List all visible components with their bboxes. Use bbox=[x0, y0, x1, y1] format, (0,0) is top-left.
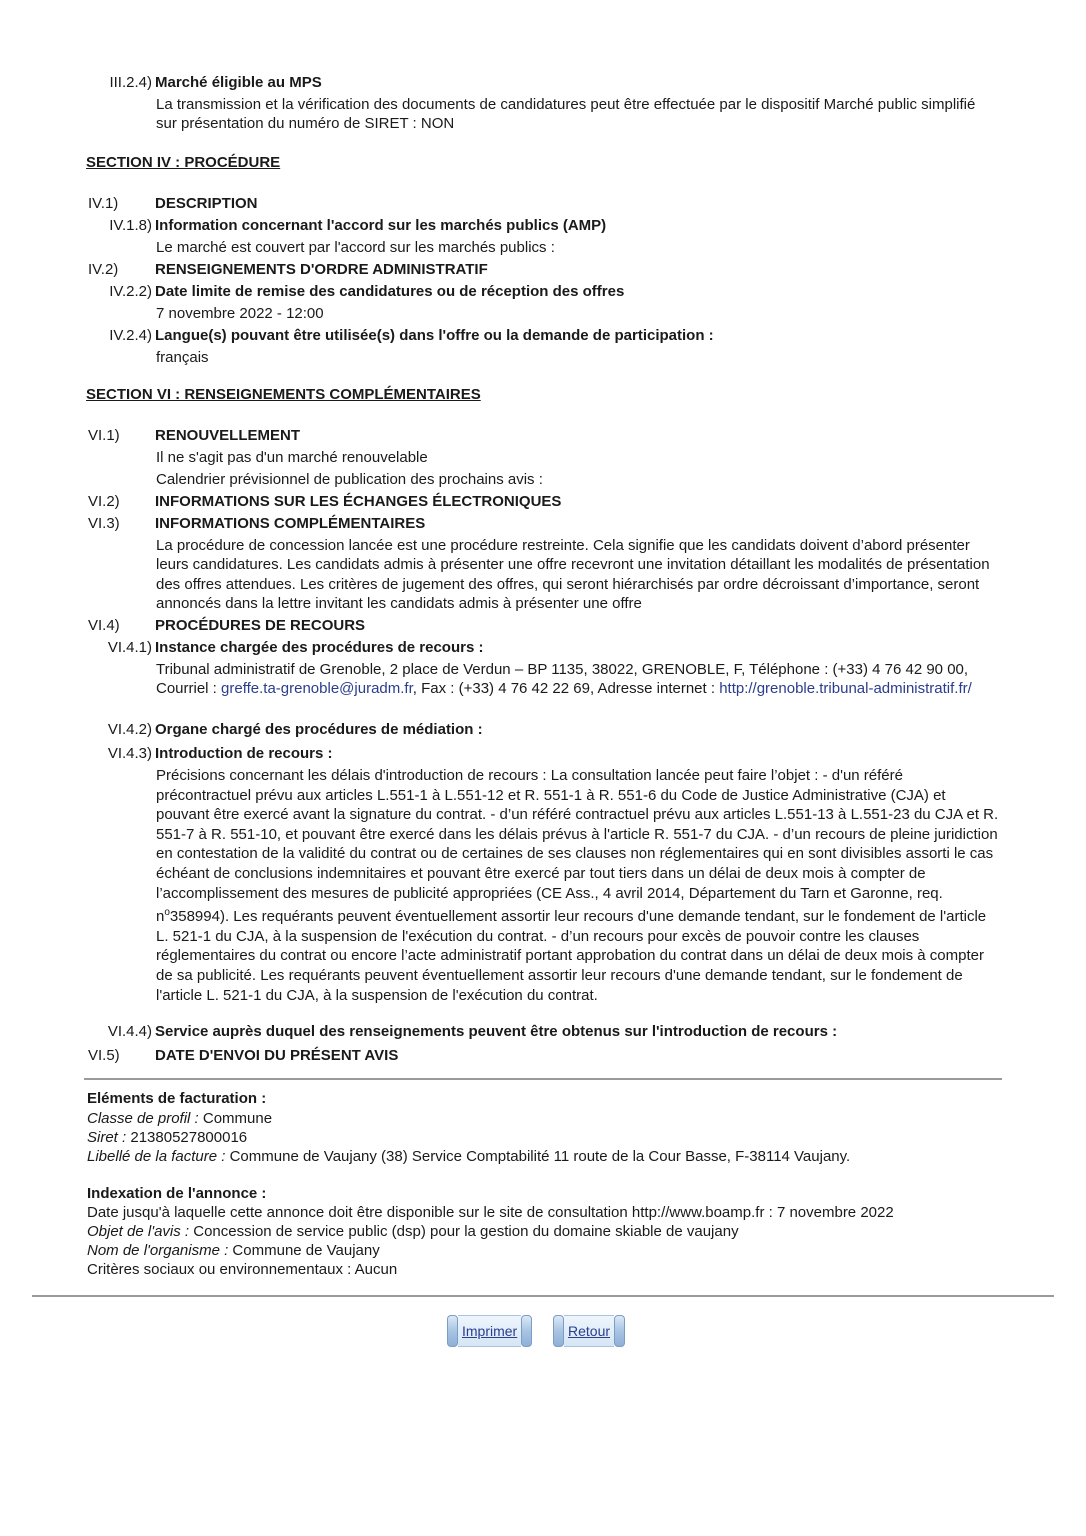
item-heading: Marché éligible au MPS bbox=[155, 74, 322, 91]
item-number: IV.2) bbox=[88, 261, 119, 278]
appeal-text-part1: Précisions concernant les délais d'introduction de recours : La consultation lancée peut faire l’objet : - d'un référé précontractuel prévu aux articles L.551-1 à L.551-12 et R. 551-1 à R. 551-6 du Code de Justice Administrative (CJA) et pouvant être exercé avant la signature du contrat. - d’un référé contractuel prévu aux articles L.551-13 à L.551-23 du CJA et R. 551-7 à R. 551-10, et pouvant être exercé dans les délais prévus à l'article R. 551-7 du CJA. - d’un recours de pleine juridiction en contestation de la validité du contrat ou de certaines de ses clauses non réglementaires qui en sont divisibles assorti le cas échéant de conclusions indemnitaires et pouvant être exercé par tout tiers dans un délai de deux mois à compter de l’accomplissement des mesures de publicité appropriées (CE Ass., 4 avril 2014, Département du Tarn et Garonne, req. n bbox=[156, 767, 999, 926]
billing-heading: Eléments de facturation : bbox=[87, 1090, 267, 1107]
appeal-text-part2: 358994). Les requérants peuvent éventuellement assortir leur recours d'une demande tendant, sur le fondement de l'article L. 521-1 du CJA, à la suspension de l'exécution du contrat. - d’un recours pour excès de pouvoir contre les clauses réglementaires du contrat ou encore l’acte administratif portant approbation du contrat dans un délai de deux mois à compter de sa publicité. Les requérants peuvent éventuellement assortir leur recours d'une demande tendant, sur le fondement de l'article L. 521-1 du CJA, à la suspension de l'exécution du contrat. bbox=[156, 908, 987, 1004]
divider bbox=[84, 1078, 1002, 1080]
item-text bbox=[156, 660, 1001, 699]
item-heading: DATE D'ENVOI DU PRÉSENT AVIS bbox=[155, 1047, 399, 1064]
button-edge-left bbox=[553, 1315, 564, 1347]
button-edge-right bbox=[614, 1315, 625, 1347]
item-number: IV.2.4) bbox=[109, 327, 152, 344]
item-heading: RENOUVELLEMENT bbox=[155, 427, 301, 444]
item-number: VI.4.4) bbox=[107, 1023, 152, 1040]
field-value: Commune bbox=[198, 1110, 273, 1127]
indexing-title bbox=[87, 1184, 1017, 1203]
billing-title bbox=[87, 1089, 1017, 1108]
field-label: Siret : bbox=[87, 1129, 127, 1146]
indexing-organisation bbox=[87, 1241, 1017, 1260]
field-label: Classe de profil : bbox=[87, 1110, 199, 1127]
item-heading: Introduction de recours : bbox=[155, 745, 333, 762]
item-heading: Service auprès duquel des renseignements peuvent être obtenus sur l'introduction de recours : bbox=[155, 1023, 838, 1040]
item-heading: INFORMATIONS COMPLÉMENTAIRES bbox=[155, 515, 426, 532]
item-number: IV.1.8) bbox=[109, 217, 152, 234]
item-number: VI.5) bbox=[88, 1047, 120, 1064]
item-text: Le marché est couvert par l'accord sur les marchés publics : bbox=[156, 239, 555, 256]
tribunal-fax: , Fax : (+33) 4 76 42 22 69, Adresse internet : bbox=[412, 680, 720, 698]
item-heading: DESCRIPTION bbox=[155, 195, 258, 212]
back-button-label[interactable]: Retour bbox=[564, 1315, 614, 1347]
item-number: IV.1) bbox=[88, 195, 119, 212]
field-value: Commune de Vaujany bbox=[228, 1242, 380, 1259]
indexing-criteria: Critères sociaux ou environnementaux : Aucun bbox=[87, 1261, 398, 1278]
item-number: VI.4.2) bbox=[107, 721, 152, 738]
indexing-heading: Indexation de l'annonce : bbox=[87, 1185, 267, 1202]
field-label: Objet de l'avis : bbox=[87, 1223, 190, 1240]
item-number: IV.2.2) bbox=[109, 283, 152, 300]
item-text: Calendrier prévisionnel de publication des prochains avis : bbox=[156, 471, 543, 488]
item-number: III.2.4) bbox=[109, 74, 152, 91]
item-number: VI.3) bbox=[88, 515, 120, 532]
item-number: VI.2) bbox=[88, 493, 120, 510]
billing-profile bbox=[87, 1109, 1017, 1128]
back-button[interactable] bbox=[553, 1315, 625, 1347]
field-value: Commune de Vaujany (38) Service Comptabilité 11 route de la Cour Basse, F-38114 Vaujany. bbox=[225, 1148, 851, 1165]
indexing-object bbox=[87, 1222, 1017, 1241]
email-link[interactable]: greffe.ta-grenoble@juradm.fr bbox=[221, 680, 413, 698]
item-heading: Information concernant l'accord sur les marchés publics (AMP) bbox=[155, 217, 607, 234]
divider bbox=[32, 1295, 1054, 1297]
superscript: o bbox=[164, 907, 170, 919]
button-edge-left bbox=[447, 1315, 458, 1347]
item-heading: INFORMATIONS SUR LES ÉCHANGES ÉLECTRONIQUES bbox=[155, 493, 562, 510]
item-heading: RENSEIGNEMENTS D'ORDRE ADMINISTRATIF bbox=[155, 261, 488, 278]
language-value: français bbox=[156, 349, 209, 366]
indexing-availability: Date jusqu'à laquelle cette annonce doit être disponible sur le site de consultation http://www.boamp.fr : 7 novembre 2022 bbox=[87, 1204, 894, 1221]
item-text bbox=[156, 766, 1001, 1005]
field-value: Concession de service public (dsp) pour la gestion du domaine skiable de vaujany bbox=[189, 1223, 739, 1240]
item-heading: PROCÉDURES DE RECOURS bbox=[155, 617, 366, 634]
billing-invoice bbox=[87, 1147, 1017, 1166]
item-heading: Langue(s) pouvant être utilisée(s) dans l'offre ou la demande de participation : bbox=[155, 327, 714, 344]
item-heading: Instance chargée des procédures de recours : bbox=[155, 639, 484, 656]
section-iv-title: SECTION IV : PROCÉDURE bbox=[86, 154, 281, 171]
item-heading: Organe chargé des procédures de médiation : bbox=[155, 721, 483, 738]
field-value: 21380527800016 bbox=[126, 1129, 248, 1146]
field-label: Nom de l'organisme : bbox=[87, 1242, 229, 1259]
button-edge-right bbox=[521, 1315, 532, 1347]
item-number: VI.4) bbox=[88, 617, 120, 634]
field-label: Libellé de la facture : bbox=[87, 1148, 226, 1165]
print-button[interactable] bbox=[447, 1315, 532, 1347]
section-vi-title: SECTION VI : RENSEIGNEMENTS COMPLÉMENTAIRES bbox=[86, 386, 481, 403]
item-text: La procédure de concession lancée est une procédure restreinte. Cela signifie que les candidats doivent d’abord présenter leurs candidatures. Les candidats admis à présenter une offre recevront une invitation détaillant les modalités de présentation des offres attendues. Les critères de jugement des offres, qui seront hiérarchisés par ordre décroissant d’importance, seront annoncés dans la lettre invitant les candidats admis à présenter une offre bbox=[156, 537, 990, 613]
item-text: Il ne s'agit pas d'un marché renouvelable bbox=[156, 449, 428, 466]
billing-siret bbox=[87, 1128, 1017, 1147]
item-number: VI.4.3) bbox=[107, 745, 152, 762]
item-text: La transmission et la vérification des documents de candidatures peut être effectuée par le dispositif Marché public simplifié sur présentation du numéro de SIRET : NON bbox=[156, 96, 976, 133]
item-number: VI.4.1) bbox=[107, 639, 152, 656]
deadline-value: 7 novembre 2022 - 12:00 bbox=[156, 305, 324, 322]
print-button-label[interactable]: Imprimer bbox=[458, 1315, 521, 1347]
website-link[interactable]: http://grenoble.tribunal-administratif.fr/ bbox=[719, 680, 972, 698]
item-heading: Date limite de remise des candidatures ou de réception des offres bbox=[155, 283, 625, 300]
tribunal-address: Tribunal administratif de Grenoble, 2 place de Verdun – BP 1135, 38022, GRENOBLE, F, Téléphone : (+33) 4 76 42 90 00, Courriel : bbox=[156, 661, 969, 698]
item-number: VI.1) bbox=[88, 427, 120, 444]
